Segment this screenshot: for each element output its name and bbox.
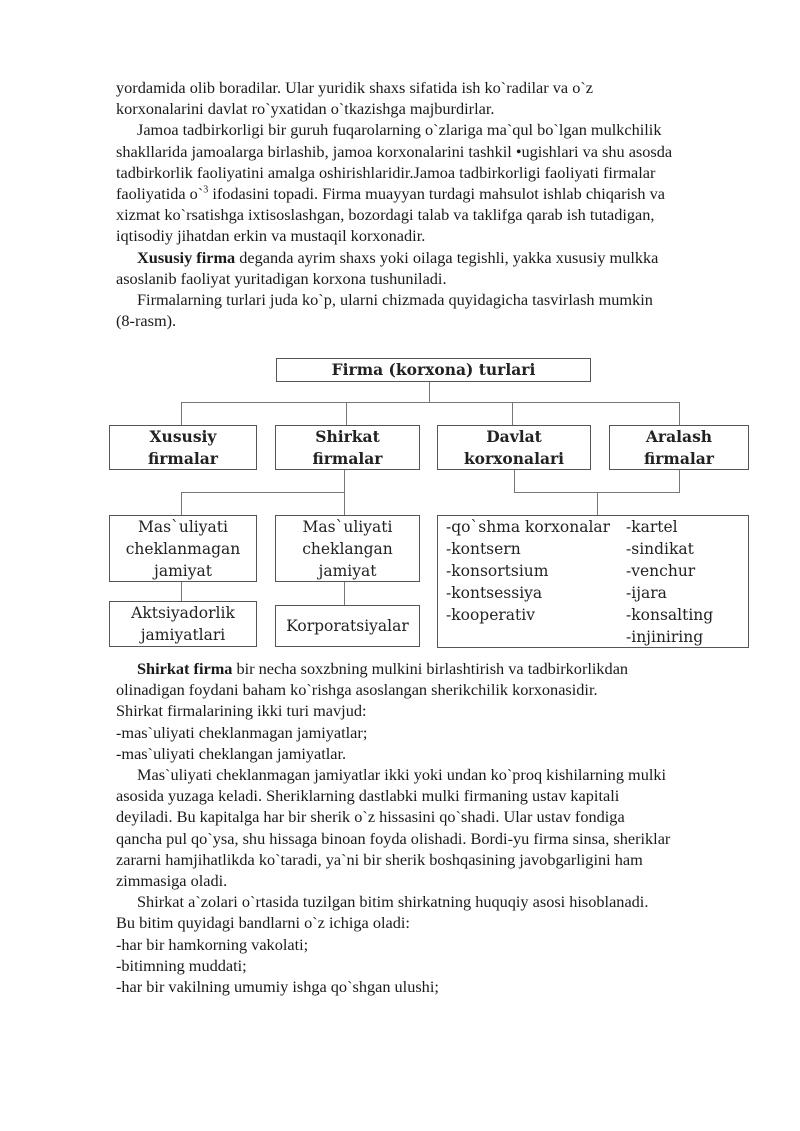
text-line: deganda ayrim shaxs yoki oilaga tegishli, yakka xususiy mulkka [235, 247, 659, 267]
text-line: -mas`uliyati cheklangan jamiyatlar. [116, 743, 347, 763]
text-line: asosida yuzaga keladi. Sheriklarning dastlabki mulki firmaning ustav kapitali [116, 786, 620, 806]
connector [181, 582, 182, 601]
connector [344, 582, 345, 605]
text-line: faoliyatida o` [116, 184, 204, 204]
list-item: -sindikat [626, 540, 694, 558]
box-label: cheklangan [302, 539, 393, 558]
paragraph [116, 891, 743, 933]
text-line: Mas`uliyati cheklanmagan jamiyatlar ikki yoki undan ko`proq kishilarning mulki [137, 765, 667, 785]
text-line: olinadigan foydani baham ko`rishga asoslangan sherikchilik korxonasidir. [116, 680, 598, 700]
connector [679, 470, 680, 492]
box-label: firmalar [312, 448, 383, 468]
text-line: Firmalarning turlari juda ko`p, ularni chizmada quyidagicha tasvirlash mumkin [137, 290, 653, 310]
box-label: korxonalari [463, 448, 565, 468]
list-item: -konsalting [626, 606, 714, 624]
box-label: Aralash [645, 426, 713, 446]
text-line: -har bir vakilning umumiy ishga qo`shgan ulushi; [116, 977, 439, 997]
bottom-text-block [116, 658, 743, 997]
connector [181, 402, 680, 403]
text-line: xizmat ko`rsatishga ixtisoslashgan, bozordagi talab va taklifga qarab ish tutadigan, [116, 205, 655, 225]
list-item: -konsortsium [446, 562, 549, 580]
list-item: -qo`shma korxonalar [446, 518, 611, 536]
masuliyati-cheklangan-box [275, 515, 420, 582]
superscript: 3 [203, 184, 209, 196]
connector [344, 492, 345, 515]
text-line: ifodasini topadi. Firma muayyan turdagi mahsulot ishlab chiqarish va [208, 184, 665, 204]
masuliyati-cheklanmagan-box [109, 515, 257, 582]
paragraph [116, 658, 743, 700]
text-line: -bitimning muddati; [116, 955, 247, 975]
box-label: firmalar [148, 448, 218, 468]
box-label: Davlat [486, 426, 542, 446]
list-item: -venchur [626, 562, 696, 580]
box-label: Xususiy [149, 426, 217, 446]
paragraph [116, 764, 743, 891]
connector [512, 402, 513, 426]
connector [344, 470, 345, 492]
text-line: iqtisodiy jihatdan erkin va mustaqil korxonadir. [116, 226, 426, 246]
text-line: -mas`uliyati cheklanmagan jamiyatlar; [116, 722, 368, 742]
text-line: asoslanib faoliyat yuritadigan korxona tushuniladi. [116, 268, 447, 288]
list-item: -kontsessiya [446, 584, 543, 602]
box-label: firmalar [644, 448, 714, 468]
box-label: cheklanmagan [125, 539, 241, 558]
list-item: -injiniring [626, 628, 704, 646]
box-label: Shirkat [315, 426, 380, 446]
text-line: deyiladi. Bu kapitalga har bir sherik o`z hissasini qo`shadi. Ular ustav fondiga [116, 807, 625, 827]
text-line: bir necha soxzbning mulkini birlashtirish va tadbirkorlikdan [232, 659, 629, 678]
text-line: zararni hamjihatlikda ko`taradi, ya`ni bir sherik boshqasining javobgarligini ham [116, 849, 643, 869]
text-line: zimmasiga oladi. [116, 871, 228, 891]
box-label: Firma (korxona) turlari [331, 360, 536, 379]
text-line: shakllarida jamoalarga birlashib, jamoa korxonalarini tashkil •ugishlari va shu asosda [116, 141, 673, 161]
bold-term: Xususiy firma [137, 247, 236, 267]
shirkat-firmalar-box [275, 425, 420, 470]
connector [679, 402, 680, 426]
text-line: yordamida olib boradilar. Ular yuridik shaxs sifatida ish ko`radilar va o`z [116, 78, 593, 97]
korporatsiyalar-box [275, 605, 420, 647]
davlat-korxonalari-box [437, 425, 591, 470]
connector [181, 492, 345, 493]
text-line: Bu bitim quyidagi bandlarni o`z ichiga oladi: [116, 913, 410, 933]
text-line: (8-rasm). [116, 311, 177, 331]
davlat-types-list [446, 516, 610, 626]
connector [346, 402, 347, 426]
list-item: -kartel [626, 518, 678, 536]
box-label: Aktsiyadorlik [131, 604, 235, 622]
aralash-firmalar-box [609, 425, 749, 470]
list-item: -kooperativ [446, 606, 535, 624]
text-line: korxonalarini davlat ro`yxatidan o`tkazishga majburdirlar. [116, 99, 495, 119]
box-label: jamiyat [154, 561, 212, 580]
text-line: -har bir hamkorning vakolati; [116, 934, 309, 954]
box-label: Korporatsiyalar [286, 617, 409, 635]
list-item: -ijara [626, 584, 667, 602]
text-line: Jamoa tadbirkorligi bir guruh fuqarolarning o`zlariga ma`qul bo`lgan mulkchilik [137, 120, 662, 140]
bold-term: Shirkat firma [137, 659, 233, 678]
text-line: Shirkat a`zolari o`rtasida tuzilgan bitim shirkatning huquqiy asosi hisoblanadi. [137, 892, 649, 912]
text-line: qancha pul qo`ysa, shu hissaga binoan foyda olishadi. Bordi-yu firma sinsa, sheriklar [116, 828, 671, 848]
text-line: tadbirkorlik faoliyatini amalga oshirishlaridir.Jamoa tadbirkorligi faoliyati firmalar [116, 162, 656, 182]
connector [181, 492, 182, 515]
aralash-types-list [626, 516, 713, 648]
xususiy-firmalar-box [109, 425, 257, 470]
box-label: jamiyat [318, 561, 377, 580]
connector [181, 402, 182, 426]
list-item: -kontsern [446, 540, 521, 558]
box-label: Mas`uliyati [138, 517, 228, 536]
text-line: Shirkat firmalarining ikki turi mavjud: [116, 701, 367, 721]
root-box [276, 358, 591, 382]
connector [514, 470, 515, 492]
box-label: jamiyatlari [140, 626, 226, 644]
connector [597, 492, 598, 515]
connector [429, 381, 430, 402]
aktsiyadorlik-box [109, 601, 257, 647]
box-label: Mas`uliyati [302, 517, 393, 536]
